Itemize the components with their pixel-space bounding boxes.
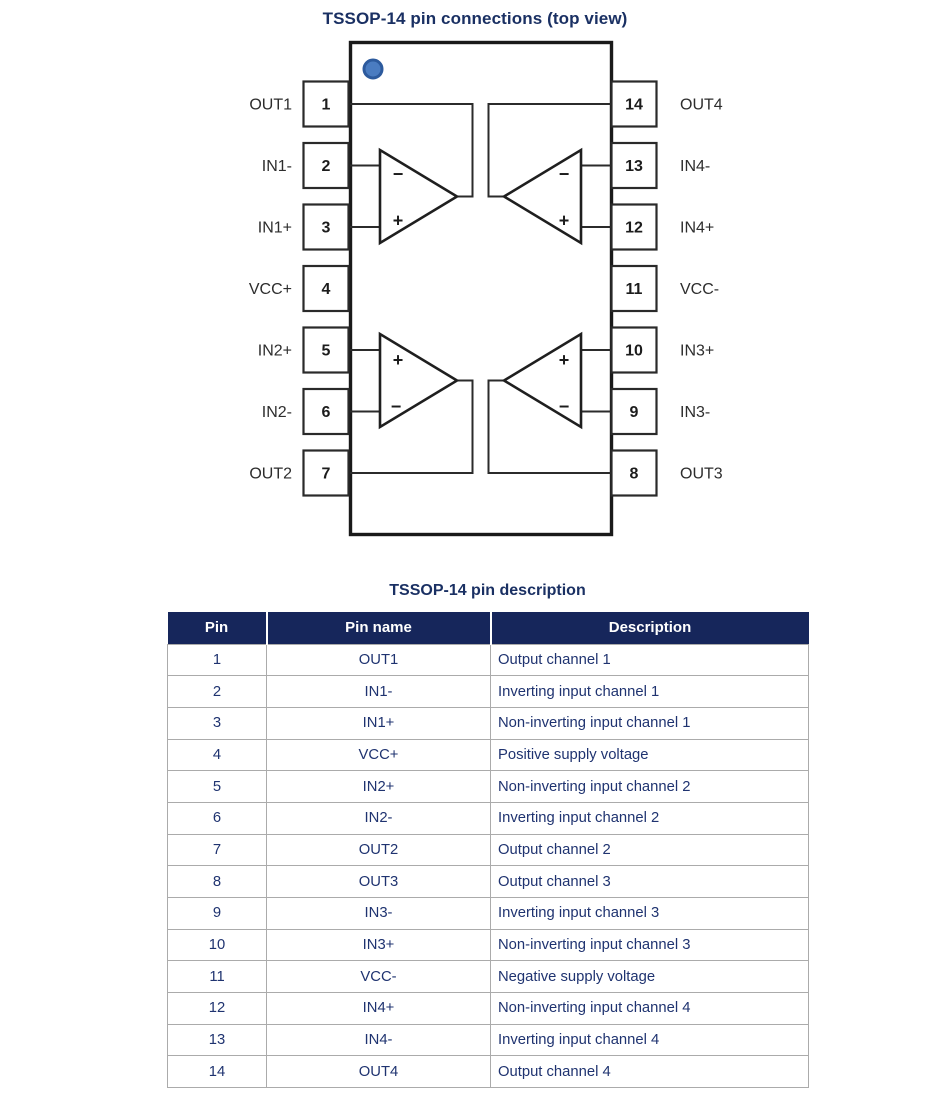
diagram-title: TSSOP-14 pin connections (top view) <box>322 9 628 28</box>
cell-pin-name: VCC- <box>267 961 491 993</box>
chip-body <box>351 43 612 535</box>
pin-7 <box>249 451 348 496</box>
pin-5 <box>258 328 349 373</box>
table-row <box>168 961 809 993</box>
pin-11 <box>612 266 720 311</box>
table-row <box>168 802 809 834</box>
cell-pin-name: IN1- <box>267 676 491 708</box>
cell-pin-description: Output channel 3 <box>491 866 809 898</box>
cell-pin-number: 6 <box>168 802 267 834</box>
column-header-pin-name: Pin name <box>267 612 491 644</box>
pin-label-in4-plus: IN4+ <box>680 219 715 237</box>
cell-pin-number: 14 <box>168 1056 267 1088</box>
pin-3 <box>258 205 349 250</box>
pin-number-13: 13 <box>625 158 643 175</box>
column-header-description: Description <box>491 612 809 644</box>
cell-pin-name: IN4+ <box>267 993 491 1025</box>
pin-number-10: 10 <box>625 342 643 360</box>
pin-number-11: 11 <box>625 281 643 298</box>
cell-pin-name: OUT3 <box>267 866 491 898</box>
cell-pin-number: 3 <box>168 707 267 739</box>
pin-number-4: 4 <box>321 281 331 298</box>
cell-pin-number: 10 <box>168 929 267 961</box>
cell-pin-number: 13 <box>168 1024 267 1056</box>
pin-label-in1-plus: IN1+ <box>257 219 292 237</box>
pin-label-in3-minus: IN3- <box>680 404 711 421</box>
pin-6 <box>262 389 349 434</box>
cell-pin-description: Non-inverting input channel 3 <box>491 929 809 961</box>
table-row <box>168 1056 809 1088</box>
pin-13 <box>612 143 711 188</box>
pin-label-in1-minus: IN1- <box>261 158 292 175</box>
cell-pin-description: Positive supply voltage <box>491 739 809 771</box>
pin-1 <box>249 82 348 127</box>
pin-10 <box>612 328 715 373</box>
cell-pin-description: Non-inverting input channel 1 <box>491 707 809 739</box>
pin-label-in2-minus: IN2- <box>261 404 292 421</box>
pin-label-in3-plus: IN3+ <box>680 342 715 360</box>
cell-pin-name: OUT2 <box>267 834 491 866</box>
pin-label-out4: OUT4 <box>680 96 723 114</box>
cell-pin-number: 9 <box>168 898 267 930</box>
opamp3-minus-sign: − <box>558 396 570 417</box>
pin-label-out3: OUT3 <box>680 465 723 483</box>
pin-4 <box>249 266 349 311</box>
pin-number-12: 12 <box>625 219 643 237</box>
pin-description-table <box>167 612 809 1088</box>
cell-pin-description: Output channel 2 <box>491 834 809 866</box>
cell-pin-name: OUT1 <box>267 644 491 676</box>
table-row <box>168 739 809 771</box>
table-row <box>168 898 809 930</box>
table-row <box>168 866 809 898</box>
cell-pin-name: OUT4 <box>267 1056 491 1088</box>
cell-pin-description: Output channel 1 <box>491 644 809 676</box>
table-header-row <box>168 612 809 644</box>
pin-number-3: 3 <box>321 219 331 237</box>
cell-pin-description: Non-inverting input channel 2 <box>491 771 809 803</box>
table-title: TSSOP-14 pin description <box>389 582 586 599</box>
cell-pin-description: Inverting input channel 4 <box>491 1024 809 1056</box>
pin-label-out2: OUT2 <box>249 465 292 483</box>
cell-pin-name: IN3+ <box>267 929 491 961</box>
pin-2 <box>262 143 349 188</box>
pin-number-1: 1 <box>321 96 331 114</box>
pin-number-6: 6 <box>321 404 331 421</box>
cell-pin-number: 2 <box>168 676 267 708</box>
opamp2-plus-sign: + <box>392 350 404 370</box>
cell-pin-number: 12 <box>168 993 267 1025</box>
pin-number-7: 7 <box>321 465 331 483</box>
cell-pin-name: IN4- <box>267 1024 491 1056</box>
pin-9 <box>612 389 711 434</box>
pin-label-out1: OUT1 <box>249 96 292 114</box>
cell-pin-number: 11 <box>168 961 267 993</box>
table-row <box>168 707 809 739</box>
cell-pin-description: Inverting input channel 1 <box>491 676 809 708</box>
cell-pin-description: Non-inverting input channel 4 <box>491 993 809 1025</box>
pin-number-2: 2 <box>321 158 331 175</box>
table-row <box>168 834 809 866</box>
table-row <box>168 1024 809 1056</box>
table-row <box>168 771 809 803</box>
pin-number-9: 9 <box>629 404 639 421</box>
table-row <box>168 993 809 1025</box>
cell-pin-name: VCC+ <box>267 739 491 771</box>
opamp1-plus-sign: + <box>392 210 404 231</box>
cell-pin-name: IN2+ <box>267 771 491 803</box>
cell-pin-number: 7 <box>168 834 267 866</box>
pin-label-in2-plus: IN2+ <box>257 342 292 360</box>
pin-number-8: 8 <box>629 465 639 483</box>
cell-pin-name: IN2- <box>267 802 491 834</box>
pin-description-section <box>167 582 808 1088</box>
opamp2-minus-sign: − <box>390 396 402 417</box>
pin-number-14: 14 <box>625 96 643 114</box>
cell-pin-description: Output channel 4 <box>491 1056 809 1088</box>
cell-pin-description: Inverting input channel 3 <box>491 898 809 930</box>
cell-pin-name: IN3- <box>267 898 491 930</box>
pin-14 <box>612 82 723 127</box>
table-row <box>168 676 809 708</box>
table-row <box>168 929 809 961</box>
pin1-indicator-dot <box>364 60 382 78</box>
pin-label-in4-minus: IN4- <box>680 158 711 175</box>
cell-pin-number: 1 <box>168 644 267 676</box>
table-row <box>168 644 809 676</box>
pin-label-vcc-minus: VCC- <box>680 281 720 298</box>
opamp4-plus-sign: + <box>558 210 570 231</box>
cell-pin-name: IN1+ <box>267 707 491 739</box>
cell-pin-description: Negative supply voltage <box>491 961 809 993</box>
column-header-pin: Pin <box>168 612 267 644</box>
pin-8 <box>612 451 723 496</box>
pin-number-5: 5 <box>321 342 331 360</box>
pin-12 <box>612 205 715 250</box>
cell-pin-description: Inverting input channel 2 <box>491 802 809 834</box>
opamp4-minus-sign: − <box>558 164 570 184</box>
opamp1-minus-sign: − <box>392 164 404 184</box>
opamp3-plus-sign: + <box>558 350 570 370</box>
pin-label-vcc-plus: VCC+ <box>248 281 292 298</box>
table-body <box>168 644 809 1088</box>
cell-pin-number: 5 <box>168 771 267 803</box>
cell-pin-number: 4 <box>168 739 267 771</box>
cell-pin-number: 8 <box>168 866 267 898</box>
